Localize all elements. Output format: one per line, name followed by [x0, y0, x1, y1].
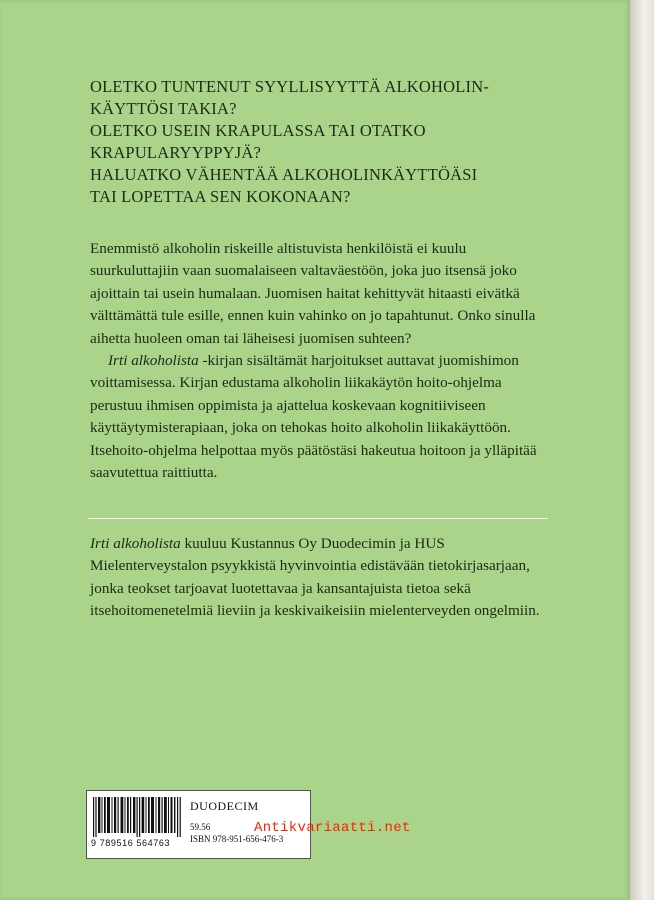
divider-line	[88, 518, 548, 519]
question-line: OLETKO USEIN KRAPULASSA TAI OTATKO	[90, 121, 426, 140]
question-line: HALUATKO VÄHENTÄÄ ALKOHOLINKÄYTTÖÄSI	[90, 165, 478, 184]
question-line: KRAPULARYYPPYJÄ?	[90, 143, 261, 162]
book-title-italic: Irti alkoholista	[108, 352, 199, 370]
series-paragraph	[90, 533, 552, 623]
watermark-text: Antikvariaatti.net	[254, 820, 411, 836]
intro-paragraph-2-text: -kirjan sisältämät harjoitukset auttavat juomishimon voittamisessa. Kirjan edustama alkoholin liikakäytön hoito-ohjelma perustuu ihmisen oppimista ja ajattelua koskevaan kognitiiviseen käyttäytymisterapiaan, joka on tehokas hoito alkoholin liikakäyttöön. Itsehoito-ohjelma helpottaa myös päätöstäsi hakeutua hoitoon ja ylläpitää saavutettua raittiutta.	[90, 352, 537, 482]
publisher-name: DUODECIM	[190, 799, 259, 813]
intro-text	[90, 238, 552, 484]
question-block	[90, 76, 560, 208]
intro-paragraph-1: Enemmistö alkoholin riskeille altistuvista henkilöistä ei kuulu suurkuluttajiin vaan suomalaiseen valtaväestöön, joka juo itsensä joko ajoittain tai usein humalaan. Juomisen haitat kehittyvät hitaasti eivätkä välttämättä tule esille, ennen kuin vahinko on jo tapahtunut. Onko sinulla aihetta huoleen oman tai läheisesi juomisen suhteen?	[90, 240, 536, 347]
barcode-number: 9 789516 564763	[91, 838, 171, 848]
question-line: OLETKO TUNTENUT SYYLLISYYTTÄ ALKOHOLIN-	[90, 77, 490, 96]
series-paragraph-text: kuuluu Kustannus Oy Duodecimin ja HUS Mielenterveystalon psyykkistä hyvinvointia edistävään tietokirjasarjaan, jonka teokset tarjoavat luotettavaa ja kansantajuista tietoa sekä itsehoitomenetelmiä lieviin ja keskivaikeisiin mielenterveyden ongelmiin.	[90, 535, 540, 620]
page-edge	[630, 0, 654, 900]
series-book-title-italic: Irti alkoholista	[90, 535, 181, 552]
classification-code: 59.56	[190, 822, 211, 832]
question-line: KÄYTTÖSI TAKIA?	[90, 99, 237, 118]
isbn-number: ISBN 978-951-656-476-3	[190, 834, 284, 844]
series-text	[90, 533, 552, 623]
question-line: TAI LOPETTAA SEN KOKONAAN?	[90, 187, 351, 206]
barcode-icon	[93, 797, 183, 837]
intro-paragraph-2	[90, 350, 552, 484]
